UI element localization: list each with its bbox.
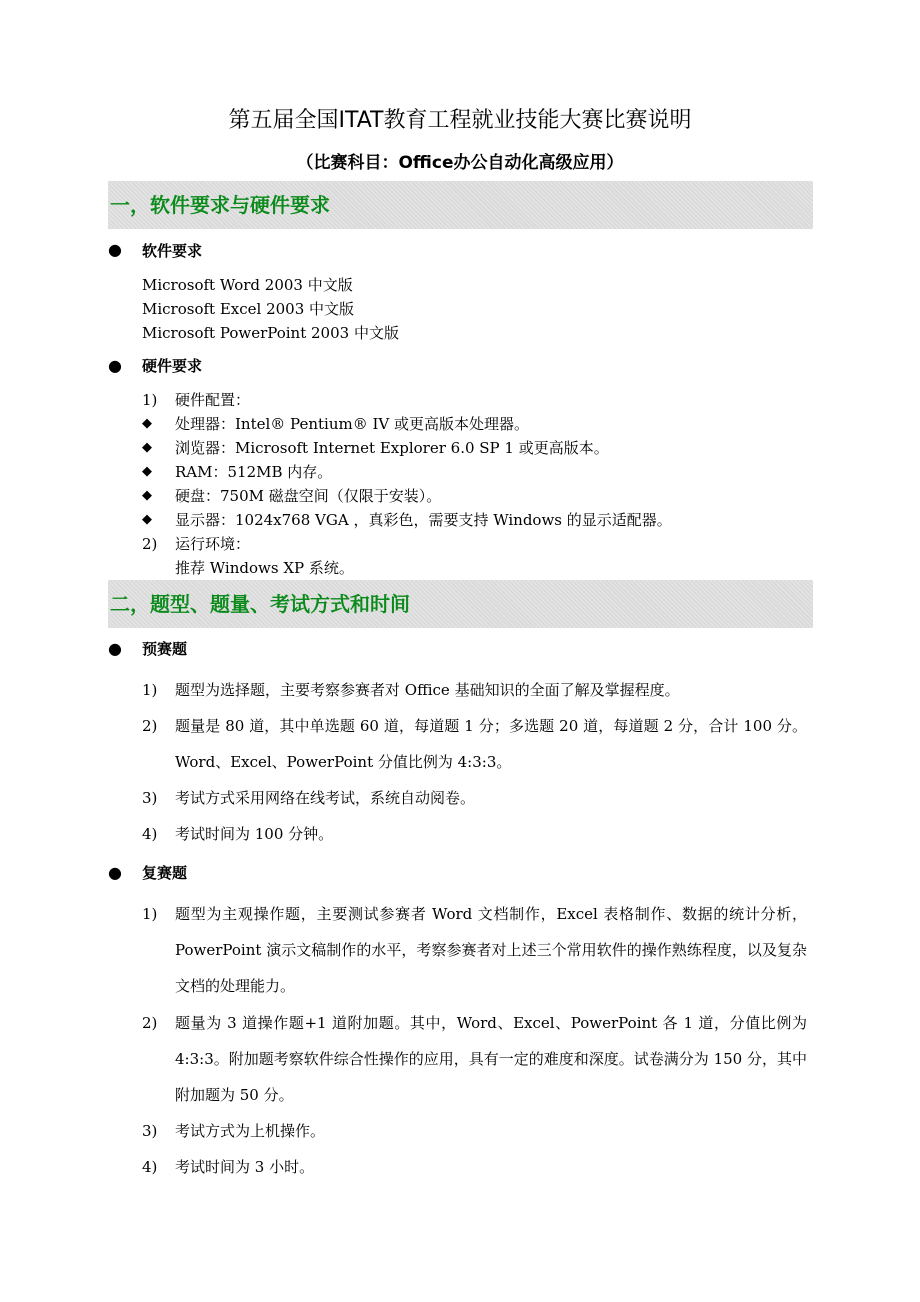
bullet-icon: ● [108,639,122,658]
prelim-item: 考试时间为 100 分钟。 [175,825,334,843]
section-1-bar [108,181,813,229]
item-number: 4) [142,1158,158,1176]
hardware-spec: RAM：512MB 内存。 [175,463,333,481]
document-title: 第五届全国ITAT教育工程就业技能大赛比赛说明 [228,108,692,133]
section-1-heading: 一，软件要求与硬件要求 [110,193,330,217]
config-label: 硬件配置： [175,391,251,409]
hardware-label: 硬件要求 [142,357,203,375]
software-label: 软件要求 [142,242,203,260]
item-number: 3) [142,1122,158,1140]
hardware-spec: 浏览器：Microsoft Internet Explorer 6.0 SP 1 或更高版本。 [175,439,609,457]
rematch-item: 考试时间为 3 小时。 [175,1158,315,1176]
section-2-heading: 二，题型、题量、考试方式和时间 [110,592,410,616]
item-number: 2) [142,1014,158,1032]
env-label: 运行环境： [175,535,251,553]
diamond-bullet-icon: ◆ [142,512,152,527]
hardware-spec: 显示器：1024x768 VGA ，真彩色，需要支持 Windows 的显示适配器。 [175,511,672,529]
software-line: Microsoft PowerPoint 2003 中文版 [142,324,399,342]
software-line: Microsoft Word 2003 中文版 [142,276,353,294]
env-number: 2) [142,535,158,553]
rematch-item: 考试方式为上机操作。 [175,1122,326,1140]
prelim-item: 考试方式采用网络在线考试，系统自动阅卷。 [175,789,476,807]
hardware-spec: 硬盘：750M 磁盘空间（仅限于安装）。 [175,487,442,505]
item-number: 2) [142,717,158,735]
item-number: 3) [142,789,158,807]
item-number: 1) [142,905,158,923]
item-number: 4) [142,825,158,843]
diamond-bullet-icon: ◆ [142,464,152,479]
diamond-bullet-icon: ◆ [142,488,152,503]
prelim-item: 题型为选择题，主要考察参赛者对 Office 基础知识的全面了解及掌握程度。 [175,681,680,699]
document-subtitle: （比赛科目：Office办公自动化高级应用） [296,153,624,173]
prelim-item: 题量是 80 道，其中单选题 60 道，每道题 1 分；多选题 20 道，每道题 2 分，合计 100 分。Word、Excel、PowerPoint 分值比例为 4:3:3。 [175,717,807,771]
rematch-item: 题量为 3 道操作题+1 道附加题。其中，Word、Excel、PowerPoint 各 1 道，分值比例为 4:3:3。附加题考察软件综合性操作的应用，具有一定的难度和深度。试卷满分为 150 分，其中附加题为 50 分。 [175,1014,807,1104]
item-number: 1) [142,681,158,699]
diamond-bullet-icon: ◆ [142,416,152,431]
config-number: 1) [142,391,158,409]
software-line: Microsoft Excel 2003 中文版 [142,300,355,318]
bullet-icon: ● [108,863,122,882]
section-2-bar [108,580,813,628]
rematch-label: 复赛题 [142,864,188,882]
hardware-spec: 处理器：Intel® Pentium® IV 或更高版本处理器。 [175,415,530,433]
diamond-bullet-icon: ◆ [142,440,152,455]
bullet-icon: ● [108,240,122,259]
rematch-item: 题型为主观操作题，主要测试参赛者 Word 文档制作，Excel 表格制作、数据的统计分析，PowerPoint 演示文稿制作的水平，考察参赛者对上述三个常用软件的操作熟练程度，以及复杂文档的处理能力。 [175,905,807,995]
bullet-icon: ● [108,356,122,375]
prelim-label: 预赛题 [142,640,188,658]
env-value: 推荐 Windows XP 系统。 [175,559,354,577]
